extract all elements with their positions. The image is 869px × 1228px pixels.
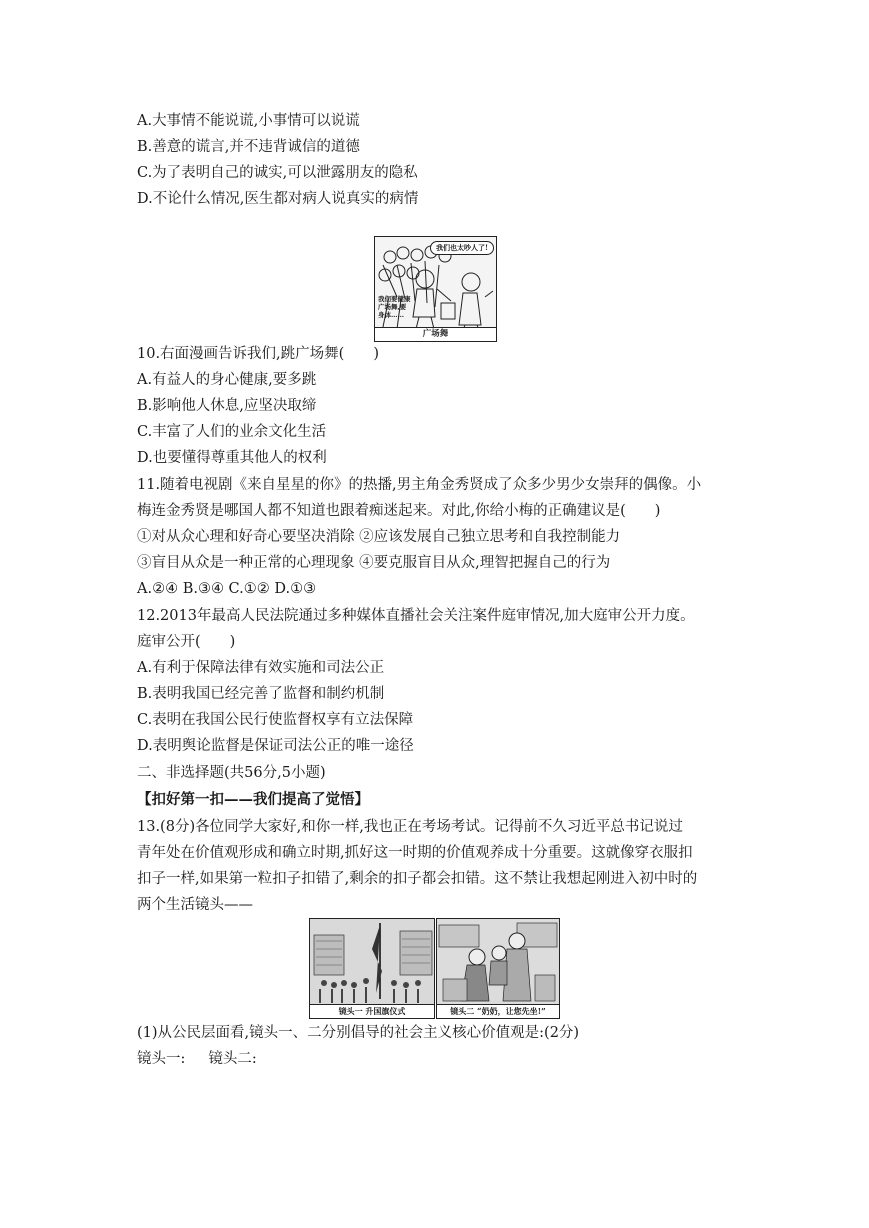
q10-stem: 10.右面漫画告诉我们,跳广场舞( ) (137, 346, 379, 362)
q9-option-b: B.善意的谎言,并不违背诚信的道德 (137, 139, 360, 155)
q12-option-b: B.表明我国已经完善了监督和制约机制 (137, 686, 385, 702)
section2-heading: 二、非选择题(共56分,5小题) (137, 765, 326, 781)
q11-items-line-2: ③盲目从众是一种正常的心理现象 ④要克服盲目从众,理智把握自己的行为 (137, 555, 611, 571)
q12-option-a: A.有利于保障法律有效实施和司法公正 (137, 660, 385, 676)
cartoon-caption: 广场舞 (375, 327, 496, 341)
q13-line-3: 扣子一样,如果第一粒扣子扣错了,剩余的扣子都会扣错。这不禁让我想起刚进入初中时的 (137, 871, 698, 887)
q13-line-1: 13.(8分)各位同学大家好,和你一样,我也正在考场考试。记得前不久习近平总书记说过 (137, 819, 683, 835)
q12-stem-line-2: 庭审公开( ) (137, 634, 236, 650)
q10-option-b: B.影响他人休息,应坚决取缔 (137, 398, 317, 414)
q13-answer-line: 镜头一: 镜头二: (137, 1051, 257, 1067)
q9-option-a: A.大事情不能说谎,小事情可以说谎 (137, 113, 360, 129)
q12-option-c: C.表明在我国公民行使监督权享有立法保障 (137, 712, 414, 728)
q10-option-a: A.有益人的身心健康,要多跳 (137, 372, 317, 388)
q10-option-d: D.也要懂得尊重其他人的权利 (137, 450, 327, 466)
photo1-caption: 镜头一 升国旗仪式 (310, 1004, 434, 1018)
q11-stem-line-2: 梅连金秀贤是哪国人都不知道也跟着痴迷起来。对此,你给小梅的正确建议是( ) (137, 503, 661, 519)
q13-line-4: 两个生活镜头—— (137, 897, 253, 913)
q13-sub1: (1)从公民层面看,镜头一、二分别倡导的社会主义核心价值观是:(2分) (137, 1025, 580, 1041)
flag-raising-photo (309, 918, 435, 1019)
q11-stem-line-1: 11.随着电视剧《来自星星的你》的热播,男主角金秀贤成了众多少男少女崇拜的偶像。小 (137, 477, 702, 493)
photo2-caption: 镜头二 “奶奶，让您先坐!” (437, 1004, 559, 1018)
cartoon-side-note: 我们要健康广场舞,要身体…… (378, 295, 411, 319)
cartoon-speech-bubble: 我们也太吵人了! (430, 241, 494, 255)
q9-option-c: C.为了表明自己的诚实,可以泄露朋友的隐私 (137, 165, 418, 181)
bus-seat-photo (436, 918, 560, 1019)
q12-option-d: D.表明舆论监督是保证司法公正的唯一途径 (137, 738, 414, 754)
section2-subheading: 【扣好第一扣——我们提高了觉悟】 (137, 791, 369, 808)
q13-line-2: 青年处在价值观形成和确立时期,抓好这一时期的价值观养成十分重要。这就像穿衣服扣 (137, 845, 693, 861)
q11-items-line-1: ①对从众心理和好奇心要坚决消除 ②应该发展自己独立思考和自我控制能力 (137, 529, 621, 545)
q12-stem-line-1: 12.2013年最高人民法院通过多种媒体直播社会关注案件庭审情况,加大庭审公开力度。 (137, 608, 695, 624)
q9-option-d: D.不论什么情况,医生都对病人说真实的病情 (137, 191, 419, 207)
q10-option-c: C.丰富了人们的业余文化生活 (137, 424, 327, 440)
square-dance-cartoon (374, 236, 497, 342)
q11-choices: A.②④ B.③④ C.①② D.①③ (137, 581, 317, 597)
